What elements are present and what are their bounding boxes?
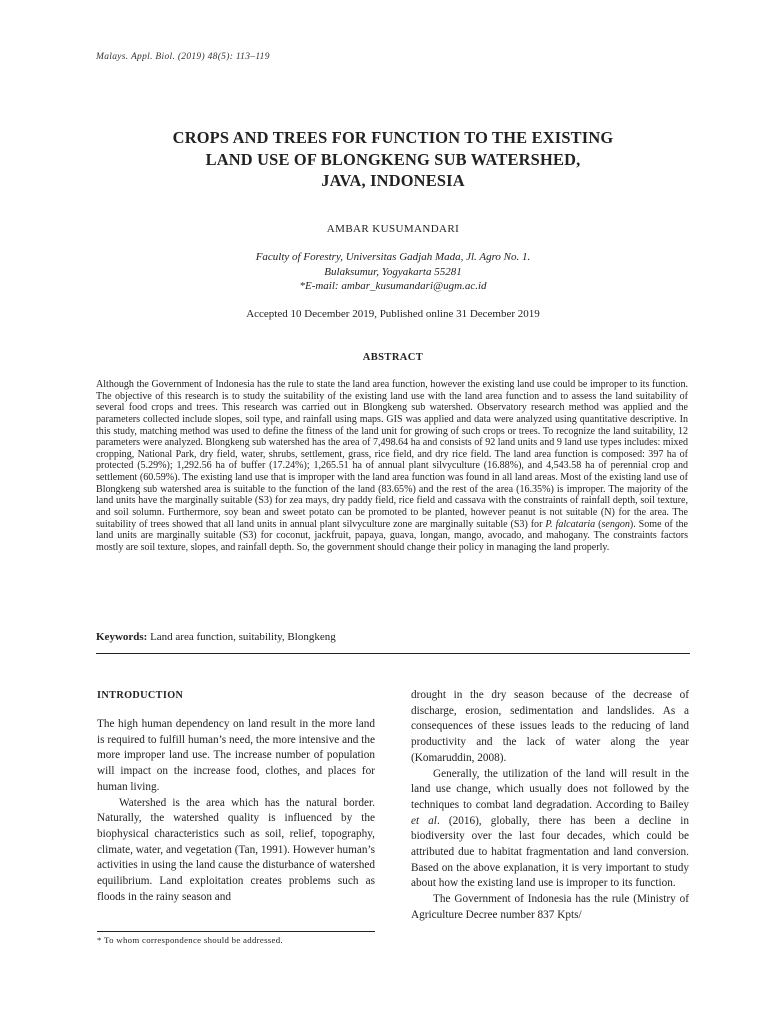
author-affiliation xyxy=(96,250,690,294)
author-email: *E-mail: ambar_kusumandari@ugm.ac.id xyxy=(299,280,487,292)
footnote-divider xyxy=(97,931,375,932)
footnote: * To whom correspondence should be addressed. xyxy=(97,935,283,945)
author-name: AMBAR KUSUMANDARI xyxy=(326,223,460,235)
abstract-heading: ABSTRACT xyxy=(362,352,424,363)
left-column xyxy=(97,688,375,905)
section-divider xyxy=(96,653,690,654)
keywords xyxy=(96,631,690,643)
taxon-name: P. falcataria xyxy=(545,518,596,530)
abstract-text: Although the Government of Indonesia has the rule to state the land area function, however the existing land use could be improper to its function. The objective of this research is to study the suitability of the existing land use with the land area function and to assess the land suitability of several food crops and trees. This research was carried out in Blongkeng sub watershed. Observatory research method was applied and the parameters collected include slopes, soil type, and rainfall using maps. GIS was applied and data were analyzed using quantitative descriptive. In this study, matching method was used to define the fitness of the land unit for growing of such crops or trees. To recognize the land suitability, 12 parameters were analyzed. Blongkeng sub watershed has the area of 7,498.64 ha and consists of 92 land units and 9 land use types includes: mixed cropping, National Park, dry field, water, shrubs, settlement, grass, rice field, and dry rice field. The land area function is composed: 397 ha of protected (5.29%); 1,292.56 ha of buffer (17.24%); 1,265.51 ha of annual plant silvyculture (16.88%), and 4,543.58 ha of perennial crop and settlement (60.59%). The existing land use that is improper with the land area function was found in all land areas. Most of the existing land use of Blongkeng sub watershed area is suitable to the function of the land (83.65%) and the rest of the area (16.35%) is improper. The majority of the land units have the marginally suitable (S3) for zea mays, dry paddy field, rice field and cassava with the constraints of rainfall depth, soil texture, and soil solumn. Furthermore, soy bean and sweet potato can be promoted to be planted, however peanut is not suitable (N) for the area. The suitability of trees showed that all land units in annual plant silvyculture zone are marginally suitable (S3) for xyxy=(96,379,688,530)
common-name: sengon xyxy=(601,518,630,530)
title-line: CROPS AND TREES FOR FUNCTION TO THE EXISTING xyxy=(172,128,614,147)
body-paragraph xyxy=(411,767,689,893)
introduction-heading: INTRODUCTION xyxy=(97,690,184,701)
title-line: LAND USE OF BLONGKENG SUB WATERSHED, xyxy=(205,149,581,169)
publication-dates: Accepted 10 December 2019, Published online 31 December 2019 xyxy=(246,308,540,320)
body-paragraph: Watershed is the area which has the natural border. Naturally, the watershed quality is influenced by the biophysical characteristics such as soil, relief, topography, climate, water, and vegetation (Tan, 1991). However human’s activities in using the land cause the disturbance of watershed equilibrium. Land exploitation creates problems such as floods in the rainy season and xyxy=(97,796,375,903)
keywords-label: Keywords: xyxy=(96,631,148,643)
body-paragraph: drought in the dry season because of the decrease of discharge, erosion, sedimentation and landslides. As a consequences of these issues leads to the reducing of land productivity and the lack of water along the year (Komaruddin, 2008). xyxy=(411,689,689,764)
affiliation-line: Faculty of Forestry, Universitas Gadjah Mada, Jl. Agro No. 1. xyxy=(255,251,531,263)
title-line: JAVA, INDONESIA xyxy=(321,171,465,190)
abstract-text: ). Some of the land units are marginally suitable (S3) for coconut, jackfruit, papaya, guava, longan, mango, avocado, and mahogany. The constraints factors mostly are soil texture, slopes, and rainfall depth. So, the government should change their policy in managing the land properly. xyxy=(96,518,689,553)
right-column xyxy=(411,688,689,924)
abstract-body xyxy=(96,379,688,553)
journal-reference: Malays. Appl. Biol. (2019) 48(5): 113–119 xyxy=(96,52,270,62)
body-text: . (2016), globally, there has been a decline in biodiversity over the last four decades, which could be attributed due to habitat fragmentation and land conversion. Based on the above explanation, it is very important to study about how the existing land use is improper to its function. xyxy=(411,814,689,890)
abstract-text: ( xyxy=(595,518,602,530)
affiliation-line: Bulaksumur, Yogyakarta 55281 xyxy=(324,265,462,278)
keywords-text: Land area function, suitability, Blongkeng xyxy=(147,631,336,643)
article-title xyxy=(96,127,690,192)
body-text: Generally, the utilization of the land will result in the land use change, which usually does not followed by the techniques to combat land degradation. According to Bailey xyxy=(411,767,689,811)
body-paragraph: The Government of Indonesia has the rule (Ministry of Agriculture Decree number 837 Kpts/ xyxy=(411,893,689,921)
body-paragraph: The high human dependency on land result in the more land is required to fulfill human’s need, the more intensive and the more improper land use. The increase number of population will impact on the increase food, clothes, and places for human living. xyxy=(97,718,375,793)
citation-etal: et al xyxy=(411,814,437,827)
